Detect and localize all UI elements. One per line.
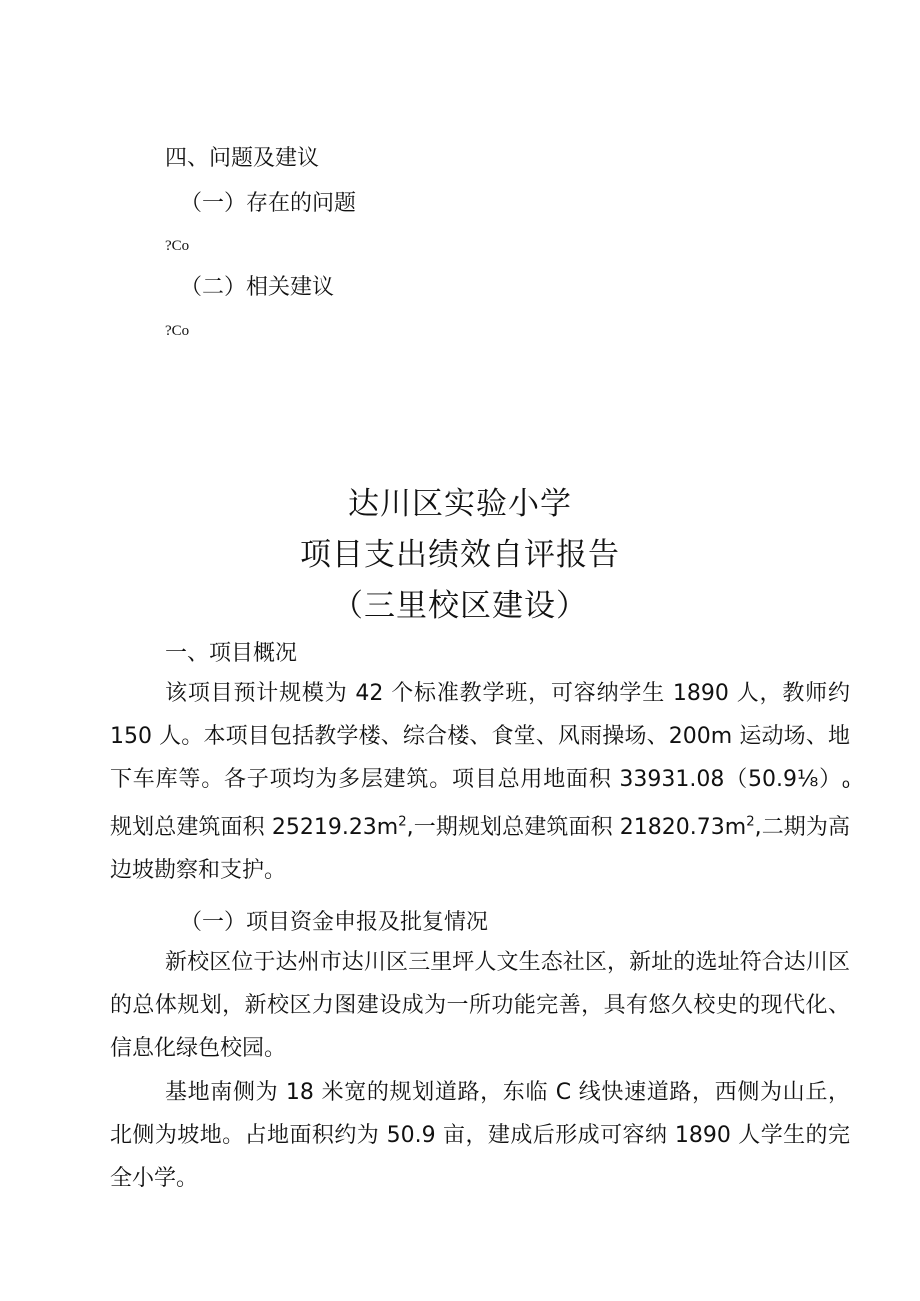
section1-heading: 一、项目概况: [165, 641, 298, 666]
site-description-paragraph: 基地南侧为 18 米宽的规划道路，东临 C 线快速道路，西侧为山丘，北侧为坡地。占地面积约为 50.9 亩，建成后形成可容纳 1890 人学生的完全小学。: [110, 1080, 850, 1191]
campus-location-paragraph: 新校区位于达州市达川区三里坪人文生态社区，新址的选址符合达川区的总体规划，新校区力图建设成为一所功能完善，具有悠久校史的现代化、信息化绿色校园。: [110, 950, 850, 1061]
overview-superscript-1: 2: [398, 814, 407, 830]
section4-sub1-heading: （一）存在的问题: [180, 191, 357, 216]
section4-placeholder-1: ?Co: [165, 238, 190, 254]
report-title-line-3: （三里校区建设）: [332, 588, 588, 624]
overview-text-b: 规划总建筑面积 25219.23m: [110, 815, 399, 840]
report-title-line-2: 项目支出绩效自评报告: [300, 537, 620, 573]
overview-superscript-2: 2: [746, 814, 755, 830]
overview-text-c: ,一期规划总建筑面积 21820.73m: [406, 815, 747, 840]
overview-text-d: ,二期为高边坡勘察和支护。: [110, 815, 851, 883]
project-overview-paragraph: [110, 672, 850, 892]
overview-text-a: 该项目预计规模为 42 个标准教学班，可容纳学生 1890 人，教师约 150 人。本项目包括教学楼、综合楼、食堂、风雨操场、200m 运动场、地下车库等。各子项均为多层建筑。项目总用地面积 33931.08（50.9⅛）: [110, 681, 850, 792]
section4-placeholder-2: ?Co: [165, 323, 190, 339]
section4-heading: 四、问题及建议: [165, 146, 320, 171]
overview-period-mark: o: [841, 777, 850, 792]
report-title-line-1: 达川区实验小学: [348, 486, 572, 522]
section1-sub1-heading: （一）项目资金申报及批复情况: [180, 910, 489, 935]
section4-sub2-heading: （二）相关建议: [180, 275, 335, 300]
